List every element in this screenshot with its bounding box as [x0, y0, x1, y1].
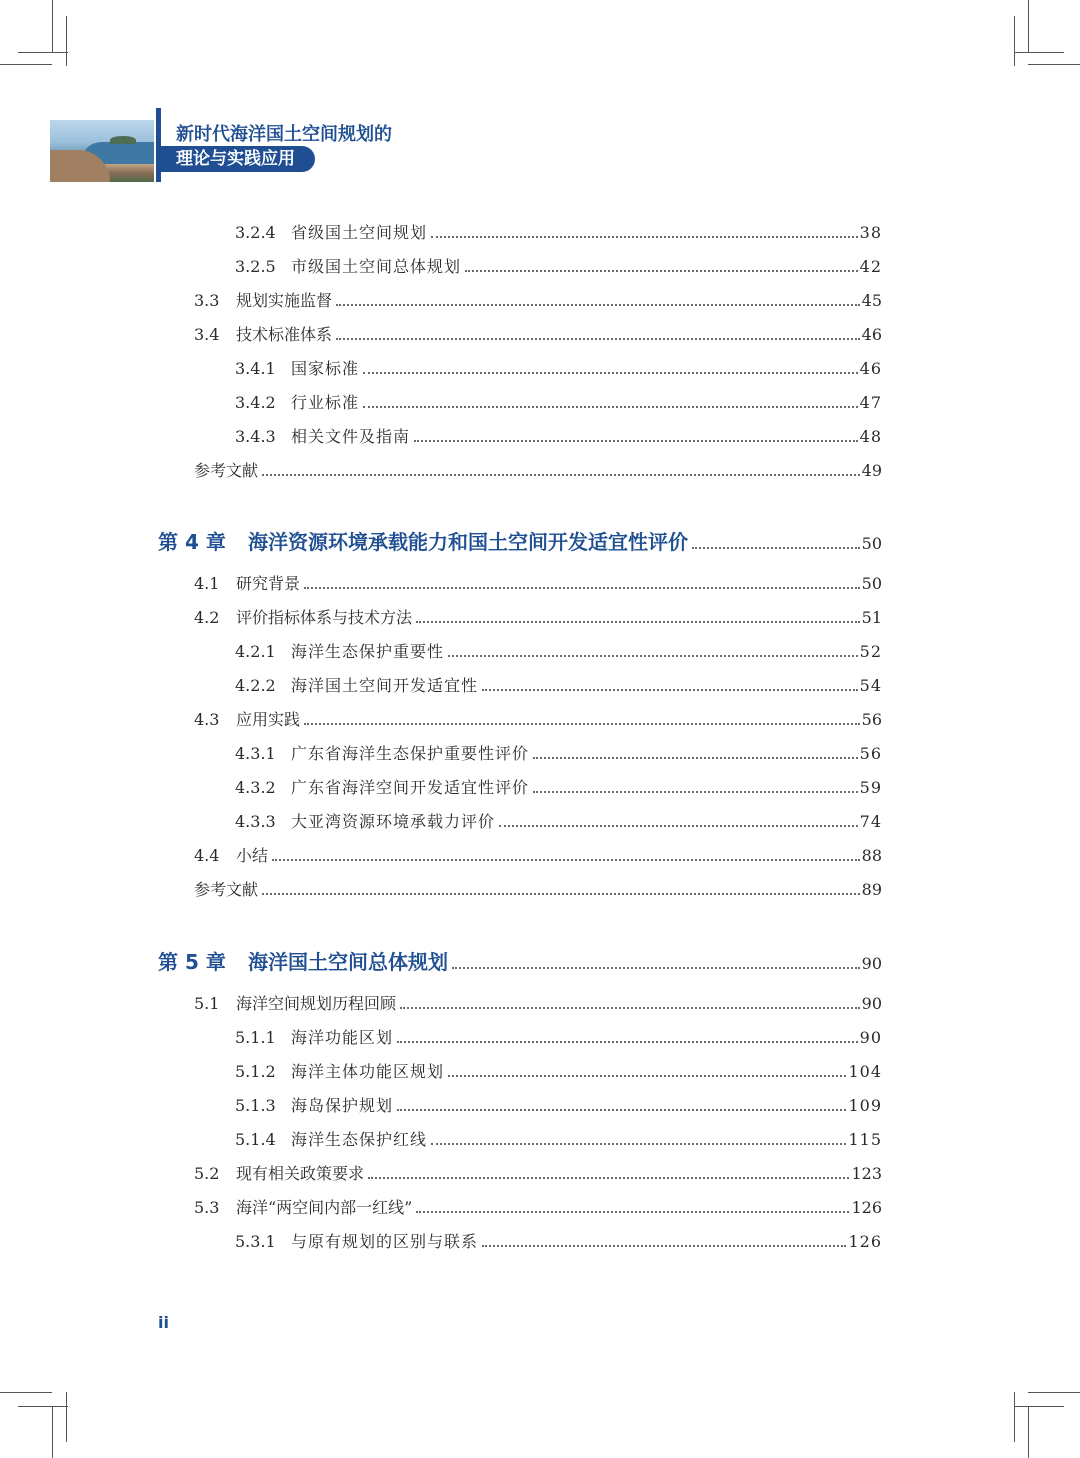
- toc-entry-page: 90: [861, 994, 882, 1013]
- toc-entry-number: 3.2.4: [235, 223, 276, 242]
- toc-entry: [235, 1127, 882, 1150]
- crop-mark: [1028, 1406, 1029, 1458]
- toc-entry-title: 市级国土空间总体规划: [291, 257, 462, 276]
- crop-mark: [1014, 52, 1064, 53]
- book-title-line2: 理论与实践应用: [161, 146, 315, 172]
- toc-entry-number: 3.4.3: [235, 427, 276, 446]
- crop-mark: [52, 0, 53, 52]
- toc-entry: [194, 1195, 882, 1218]
- toc-entry: [235, 254, 882, 277]
- toc-entry-title: 海洋“两空间内部一红线”: [236, 1198, 413, 1217]
- toc-chapter-entry: [158, 526, 882, 555]
- toc-entry-page: 56: [861, 710, 882, 729]
- toc-entry: [194, 877, 882, 900]
- toc-entry-title: 现有相关政策要求: [236, 1164, 365, 1183]
- dot-leader: [416, 621, 860, 623]
- toc-entry-number: 4.3.2: [235, 778, 276, 797]
- toc-entry-number: 3.3: [194, 291, 220, 310]
- toc-entry-page: 74: [859, 812, 882, 831]
- dot-leader: [431, 236, 858, 238]
- dot-leader: [363, 372, 858, 374]
- toc-entry-number: 5.1.2: [235, 1062, 276, 1081]
- dot-leader: [400, 1007, 860, 1009]
- toc-chapter-entry: [158, 946, 882, 975]
- toc-entry-number: 4.3.1: [235, 744, 276, 763]
- toc-entry-page: 115: [848, 1130, 882, 1149]
- toc-entry-number: 5.3: [194, 1198, 220, 1217]
- toc-entry: [194, 322, 882, 345]
- toc-entry: [194, 605, 882, 628]
- crop-mark: [1014, 1406, 1064, 1407]
- toc-entry-page: 54: [859, 676, 882, 695]
- dot-leader: [368, 1177, 849, 1179]
- toc-entry-page: 123: [851, 1164, 882, 1183]
- toc-entry-page: 104: [848, 1062, 882, 1081]
- toc-entry-title: 海洋空间规划历程回顾: [236, 994, 397, 1013]
- toc-entry-number: 4.3.3: [235, 812, 276, 831]
- dot-leader: [482, 1245, 846, 1247]
- toc-entry-number: 3.2.5: [235, 257, 276, 276]
- toc-entry-page: 46: [859, 359, 882, 378]
- toc-entry-page: 51: [861, 608, 882, 627]
- toc-entry-title: 相关文件及指南: [291, 427, 411, 446]
- dot-leader: [465, 270, 858, 272]
- toc-entry-title: 研究背景: [236, 574, 301, 593]
- dot-leader: [397, 1041, 858, 1043]
- toc-entry-page: 47: [859, 393, 882, 412]
- running-header: [50, 108, 550, 183]
- toc-entry-page: 42: [859, 257, 882, 276]
- dot-leader: [336, 304, 860, 306]
- crop-mark: [66, 1392, 67, 1442]
- toc-entry-title: 海洋生态保护重要性: [291, 642, 445, 661]
- dot-leader: [304, 587, 860, 589]
- toc-entry: [235, 220, 882, 243]
- toc-entry-title: 规划实施监督: [236, 291, 333, 310]
- book-title-line1: 新时代海洋国土空间规划的: [176, 124, 392, 145]
- crop-mark: [1028, 1392, 1080, 1393]
- toc-entry-page: 49: [861, 461, 882, 480]
- dot-leader: [452, 967, 860, 969]
- toc-entry: [194, 288, 882, 311]
- toc-entry-number: 3.4.1: [235, 359, 276, 378]
- toc-entry-number: 4.2.2: [235, 676, 276, 695]
- toc-entry-title: 海洋资源环境承载能力和国土空间开发适宜性评价: [248, 530, 688, 554]
- toc-entry-number: 5.3.1: [235, 1232, 276, 1251]
- toc-entry-title: 广东省海洋生态保护重要性评价: [291, 744, 530, 763]
- toc-entry: [194, 991, 882, 1014]
- crop-mark: [1028, 64, 1080, 65]
- dot-leader: [363, 406, 858, 408]
- toc-entry: [235, 390, 882, 413]
- toc-entry-number: 第 4 章: [158, 530, 226, 554]
- toc-entry-page: 56: [859, 744, 882, 763]
- toc-entry-number: 第 5 章: [158, 950, 226, 974]
- dot-leader: [448, 1075, 846, 1077]
- toc-entry: [235, 809, 882, 832]
- toc-entry: [194, 571, 882, 594]
- crop-mark: [0, 1392, 52, 1393]
- toc-entry-number: 3.4.2: [235, 393, 276, 412]
- dot-leader: [262, 893, 860, 895]
- toc-entry: [235, 1093, 882, 1116]
- toc-entry-number: 4.2: [194, 608, 220, 627]
- toc-entry: [194, 843, 882, 866]
- crop-mark: [52, 1406, 53, 1458]
- toc-entry-number: 4.4: [194, 846, 220, 865]
- page-number: ii: [158, 1313, 169, 1332]
- toc-entry-page: 50: [861, 574, 882, 593]
- toc-entry-title: 海洋国土空间总体规划: [248, 950, 448, 974]
- dot-leader: [416, 1211, 849, 1213]
- toc-entry-title: 参考文献: [194, 461, 259, 480]
- toc-entry: [194, 458, 882, 481]
- toc-entry: [235, 639, 882, 662]
- crop-mark: [18, 1406, 68, 1407]
- toc-entry-title: 省级国土空间规划: [291, 223, 428, 242]
- dot-leader: [272, 859, 860, 861]
- crop-mark: [1014, 16, 1015, 66]
- toc-entry-title: 行业标准: [291, 393, 360, 412]
- crop-mark: [1014, 1392, 1015, 1442]
- toc-entry-number: 3.4: [194, 325, 220, 344]
- toc-entry: [235, 356, 882, 379]
- toc-entry: [235, 1059, 882, 1082]
- toc-entry-title: 海岛保护规划: [291, 1096, 394, 1115]
- dot-leader: [431, 1143, 846, 1145]
- toc-entry-number: 5.2: [194, 1164, 220, 1183]
- dot-leader: [397, 1109, 846, 1111]
- toc-entry-title: 参考文献: [194, 880, 259, 899]
- toc-entry-page: 38: [859, 223, 882, 242]
- crop-mark: [0, 64, 52, 65]
- toc-entry-page: 59: [859, 778, 882, 797]
- toc-entry-page: 46: [861, 325, 882, 344]
- toc-entry-number: 5.1: [194, 994, 220, 1013]
- toc-entry-number: 4.3: [194, 710, 220, 729]
- crop-mark: [66, 16, 67, 66]
- toc-entry-title: 大亚湾资源环境承载力评价: [291, 812, 496, 831]
- toc-entry-page: 50: [861, 534, 882, 553]
- toc-entry-number: 5.1.1: [235, 1028, 276, 1047]
- toc-entry-page: 126: [848, 1232, 882, 1251]
- dot-leader: [482, 689, 858, 691]
- coastal-photo: [50, 120, 154, 182]
- toc-entry: [194, 1161, 882, 1184]
- toc-entry-page: 48: [859, 427, 882, 446]
- toc-entry-page: 109: [848, 1096, 882, 1115]
- toc-entry: [194, 707, 882, 730]
- toc-entry-number: 4.1: [194, 574, 220, 593]
- toc-entry-title: 评价指标体系与技术方法: [236, 608, 413, 627]
- toc-entry-title: 与原有规划的区别与联系: [291, 1232, 479, 1251]
- crop-mark: [18, 52, 68, 53]
- dot-leader: [692, 547, 860, 549]
- toc-entry-number: 5.1.3: [235, 1096, 276, 1115]
- toc-entry: [235, 741, 882, 764]
- toc-entry-title: 广东省海洋空间开发适宜性评价: [291, 778, 530, 797]
- toc-entry: [235, 1025, 882, 1048]
- dot-leader: [262, 474, 860, 476]
- toc-entry-title: 国家标准: [291, 359, 360, 378]
- toc-entry-title: 海洋功能区划: [291, 1028, 394, 1047]
- toc-entry-title: 小结: [236, 846, 269, 865]
- dot-leader: [304, 723, 860, 725]
- dot-leader: [336, 338, 860, 340]
- toc-entry-page: 89: [861, 880, 882, 899]
- toc-entry-number: 4.2.1: [235, 642, 276, 661]
- toc-entry-page: 52: [859, 642, 882, 661]
- toc-entry-number: 5.1.4: [235, 1130, 276, 1149]
- toc-entry: [235, 775, 882, 798]
- toc-entry-page: 90: [861, 954, 882, 973]
- toc-entry: [235, 673, 882, 696]
- toc-entry: [235, 424, 882, 447]
- toc-entry-page: 45: [861, 291, 882, 310]
- dot-leader: [448, 655, 858, 657]
- toc-entry-title: 海洋国土空间开发适宜性: [291, 676, 479, 695]
- dot-leader: [533, 757, 858, 759]
- crop-mark: [1028, 0, 1029, 52]
- toc-entry-page: 90: [859, 1028, 882, 1047]
- dot-leader: [499, 825, 858, 827]
- toc-entry-title: 应用实践: [236, 710, 301, 729]
- toc-entry-title: 技术标准体系: [236, 325, 333, 344]
- toc-entry: [235, 1229, 882, 1252]
- dot-leader: [533, 791, 858, 793]
- dot-leader: [414, 440, 858, 442]
- toc-entry-page: 88: [861, 846, 882, 865]
- toc-entry-title: 海洋生态保护红线: [291, 1130, 428, 1149]
- toc-entry-title: 海洋主体功能区规划: [291, 1062, 445, 1081]
- toc-entry-page: 126: [851, 1198, 882, 1217]
